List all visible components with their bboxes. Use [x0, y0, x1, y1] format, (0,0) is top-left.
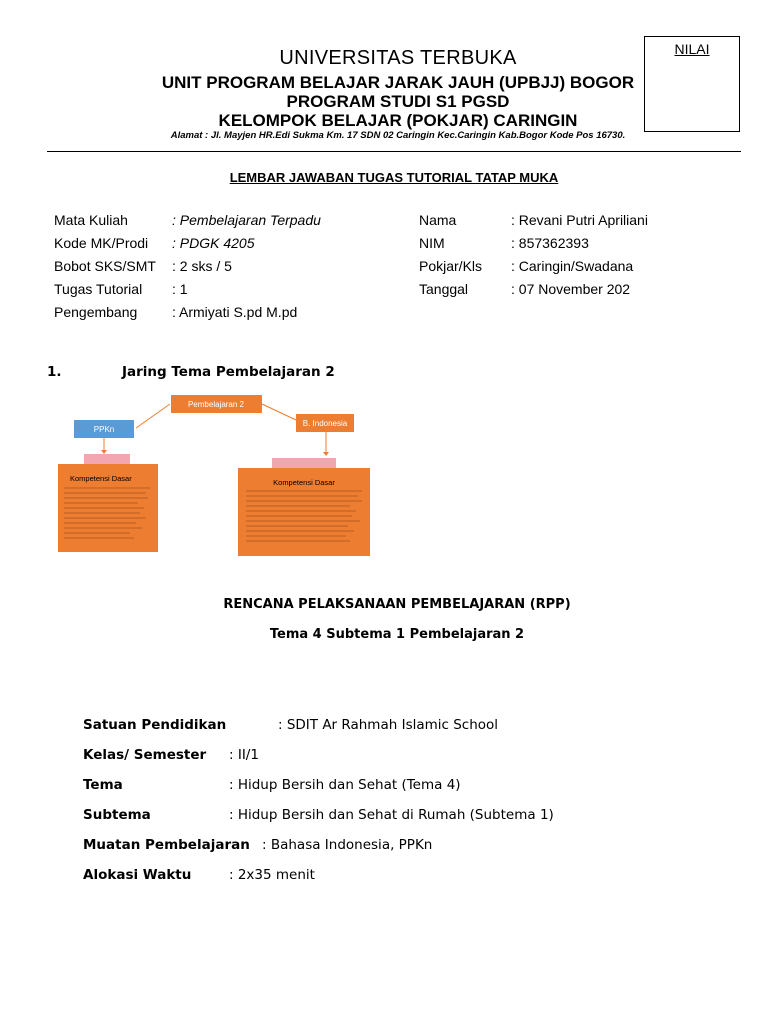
- info-value-tanggal: : 07 November 202: [511, 281, 631, 297]
- info-value-mata-kuliah: : Pembelajaran Terpadu: [172, 212, 321, 228]
- rpp-value-tema: : Hidup Bersih dan Sehat (Tema 4): [229, 777, 461, 793]
- info-value-kode-mk: : PDGK 4205: [172, 235, 255, 251]
- pokjar-name: KELOMPOK BELAJAR (POKJAR) CARINGIN: [218, 111, 578, 130]
- rpp-title: RENCANA PELAKSANAAN PEMBELAJARAN (RPP): [223, 597, 571, 612]
- info-label-tugas: Tugas Tutorial: [54, 281, 143, 297]
- nilai-label: NILAI: [674, 41, 710, 57]
- info-label-tanggal: Tanggal: [419, 281, 469, 297]
- info-value-tugas: : 1: [172, 281, 188, 297]
- rpp-value-kelas: : II/1: [229, 747, 259, 763]
- header-divider: [47, 151, 741, 152]
- info-label-nim: NIM: [419, 235, 445, 251]
- info-label-mata-kuliah: Mata Kuliah: [54, 212, 128, 228]
- rpp-label-muatan: Muatan Pembelajaran: [83, 837, 250, 853]
- info-value-bobot: : 2 sks / 5: [172, 258, 232, 274]
- kd-left-title: Kompetensi Dasar: [70, 474, 132, 483]
- rpp-value-alokasi: : 2x35 menit: [229, 867, 315, 883]
- info-label-pengembang: Pengembang: [54, 304, 138, 320]
- ppkn-node-label: PPKn: [93, 425, 115, 434]
- program-name: PROGRAM STUDI S1 PGSD: [286, 92, 510, 111]
- rpp-value-subtema: : Hidup Bersih dan Sehat di Rumah (Subtema 1): [229, 807, 554, 823]
- rpp-value-satuan: : SDIT Ar Rahmah Islamic School: [278, 717, 499, 733]
- rpp-label-satuan: Satuan Pendidikan: [83, 717, 227, 733]
- rpp-subtitle: Tema 4 Subtema 1 Pembelajaran 2: [269, 627, 525, 642]
- section-title: Jaring Tema Pembelajaran 2: [122, 364, 335, 380]
- rpp-label-subtema: Subtema: [83, 807, 151, 823]
- info-value-nama: : Revani Putri Apriliani: [511, 212, 648, 228]
- info-label-pokjar: Pokjar/Kls: [419, 258, 483, 274]
- rpp-label-tema: Tema: [83, 777, 123, 793]
- university-name: UNIVERSITAS TERBUKA: [279, 47, 517, 69]
- theme-web-diagram: [50, 390, 380, 560]
- section-number: 1.: [47, 364, 62, 380]
- info-label-nama: Nama: [419, 212, 457, 228]
- info-label-kode-mk: Kode MK/Prodi: [54, 235, 149, 251]
- center-node-label: Pembelajaran 2: [187, 400, 245, 409]
- connector-line: [136, 404, 170, 428]
- info-value-pengembang: : Armiyati S.pd M.pd: [172, 304, 298, 320]
- kd-right-title: Kompetensi Dasar: [273, 478, 335, 487]
- rpp-label-kelas: Kelas/ Semester: [83, 747, 207, 763]
- sheet-title: LEMBAR JAWABAN TUGAS TUTORIAL TATAP MUKA: [229, 170, 559, 185]
- bindonesia-node-label: B. Indonesia: [302, 419, 348, 428]
- arrow-head: [101, 450, 107, 454]
- rpp-value-muatan: : Bahasa Indonesia, PPKn: [262, 837, 433, 853]
- unit-name: UNIT PROGRAM BELAJAR JARAK JAUH (UPBJJ) BOGOR: [161, 73, 635, 92]
- address-line: Alamat : Jl. Mayjen HR.Edi Sukma Km. 17 SDN 02 Caringin Kec.Caringin Kab.Bogor Kode Pos 16730.: [170, 130, 626, 141]
- arrow-head: [323, 452, 329, 456]
- connector-line: [262, 404, 296, 420]
- rpp-label-alokasi: Alokasi Waktu: [83, 867, 192, 883]
- info-label-bobot: Bobot SKS/SMT: [54, 258, 156, 274]
- info-value-pokjar: : Caringin/Swadana: [511, 258, 634, 274]
- info-value-nim: : 857362393: [511, 235, 589, 251]
